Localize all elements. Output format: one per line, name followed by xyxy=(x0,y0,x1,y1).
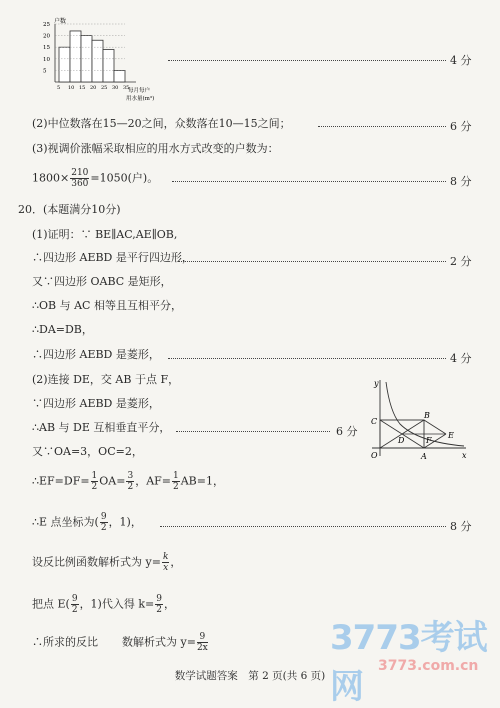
fraction-9-2-b: $\frac{9}{2}$ xyxy=(71,594,78,615)
score-q19-3: 8 分 xyxy=(450,175,472,188)
histogram-x-tick: 5 xyxy=(57,85,61,91)
q20-line15 xyxy=(32,632,209,653)
q20-line11 xyxy=(32,471,224,492)
q20-line14-mid: ，1)代入得 k= xyxy=(79,597,155,611)
label-F: F xyxy=(426,436,432,445)
score-q19-2: 6 分 xyxy=(450,120,472,133)
q20-line4: ∴OB 与 AC 相等且互相平分， xyxy=(32,299,182,312)
histogram-x-label-1: 每月每户 xyxy=(128,88,151,94)
q20-line14-pre: 把点 E( xyxy=(32,597,70,611)
histogram-y-tick: 15 xyxy=(43,45,50,52)
fraction-k-x: $\frac{k}{x}$ xyxy=(162,552,169,573)
histogram-bar xyxy=(114,70,125,82)
q20-line3: 又∵四边形 OABC 是矩形， xyxy=(32,275,172,288)
q20-line13-pre: 设反比例函数解析式为 y= xyxy=(32,555,161,569)
score-q20-a: 2 分 xyxy=(450,255,472,268)
histogram-x-tick: 20 xyxy=(90,85,97,91)
histogram-bar xyxy=(70,31,81,82)
segment-BE xyxy=(424,420,446,434)
fraction-9-2: $\frac{9}{2}$ xyxy=(100,512,107,533)
dotted-leader xyxy=(318,126,446,127)
label-B: B xyxy=(424,411,430,420)
score-q19-1: 4 分 xyxy=(450,54,472,67)
fraction-1-2-b: $\frac{1}{2}$ xyxy=(173,471,179,492)
q19-calc-post: =1050(户)。 xyxy=(90,171,159,185)
score-q20-c: 6 分 xyxy=(336,425,358,438)
histogram-bar xyxy=(92,40,103,82)
label-C: C xyxy=(371,417,378,426)
fraction-9-2x: $\frac{9}{2x}$ xyxy=(196,632,208,653)
q20-line11-post: AB=1， xyxy=(180,474,224,488)
label-E: E xyxy=(448,431,454,440)
label-O: O xyxy=(371,451,378,460)
coordinate-diagram xyxy=(366,376,470,466)
fraction-1-2: $\frac{1}{2}$ xyxy=(91,471,98,492)
watermark-title: 3773考试网 xyxy=(330,618,487,707)
q19-calc xyxy=(32,168,158,189)
label-x: x xyxy=(462,451,467,460)
q20-line6: ∴四边形 AEBD 是菱形， xyxy=(32,348,160,361)
q20-line8: ∵四边形 AEBD 是菱形， xyxy=(32,397,160,410)
q20-line10: 又∵OA=3，OC=2， xyxy=(32,445,143,458)
histogram-bar xyxy=(59,47,70,82)
q19-part3: (3)视调价涨幅采取相应的用水方式改变的户数为： xyxy=(32,142,279,155)
dotted-leader xyxy=(176,431,330,432)
q20-line12 xyxy=(32,512,142,533)
q19-calc-pre: 1800× xyxy=(32,171,70,185)
fraction-3-2: $\frac{3}{2}$ xyxy=(127,471,134,492)
q20-line12-pre: ∴E 点坐标为( xyxy=(32,515,99,529)
q20-line7: (2)连接 DE，交 AB 于点 F， xyxy=(32,373,180,386)
q20-line13-post: ， xyxy=(170,555,182,569)
q20-line15-pre: ∴所求的反比 xyxy=(32,635,98,649)
q20-line12-post: ，1)， xyxy=(108,515,142,529)
histogram-chart xyxy=(40,14,160,106)
q20-line2: ∴四边形 AEBD 是平行四边形， xyxy=(32,251,193,264)
score-q20-d: 8 分 xyxy=(450,520,472,533)
fraction-9-2-c: $\frac{9}{2}$ xyxy=(156,594,162,615)
q20-line14 xyxy=(32,594,175,615)
dotted-leader xyxy=(168,358,446,359)
page-footer: 数学试题答案 第 2 页(共 6 页) xyxy=(174,670,326,682)
q20-line14-post: ， xyxy=(163,597,175,611)
q19-part2: (2)中位数落在15—20之间，众数落在10—15之间； xyxy=(32,117,291,130)
q20-line11-mid2: ，AF= xyxy=(135,474,171,488)
histogram-x-tick: 15 xyxy=(79,85,86,91)
histogram-y-tick: 25 xyxy=(43,22,50,28)
q20-line11-pre: ∴EF=DF= xyxy=(32,474,90,488)
label-D: D xyxy=(398,436,405,445)
q20-line11-mid: OA= xyxy=(99,474,126,488)
histogram-y-tick: 20 xyxy=(43,33,50,40)
histogram-x-tick: 25 xyxy=(101,85,108,91)
q20-line1: (1)证明：∵ BE∥AC,AE∥OB, xyxy=(32,228,178,241)
label-y: y xyxy=(374,379,379,388)
histogram-y-label: 户数 xyxy=(54,18,67,25)
dotted-leader xyxy=(160,526,446,527)
dotted-leader xyxy=(168,60,446,61)
q20-line15-mid: 数解析式为 y= xyxy=(122,635,196,649)
dotted-leader xyxy=(172,181,446,182)
histogram-x-label-2: 用水量(m³) xyxy=(126,96,155,102)
histogram-y-tick: 5 xyxy=(43,68,47,75)
q20-line5: ∴DA=DB， xyxy=(32,323,93,336)
q20-line9: ∴AB 与 DE 互相垂直平分， xyxy=(32,421,171,434)
label-A: A xyxy=(421,452,427,461)
histogram-x-tick: 35 xyxy=(123,85,130,91)
score-q20-b: 4 分 xyxy=(450,352,472,365)
dotted-leader xyxy=(178,261,446,262)
histogram-y-tick: 10 xyxy=(43,56,50,63)
histogram-bar xyxy=(103,50,114,82)
fraction-210-360: $\frac{210}{360}$ xyxy=(71,168,89,189)
q20-line13 xyxy=(32,552,181,573)
q20-header: 20．(本题满分10分) xyxy=(18,203,121,216)
histogram-x-tick: 10 xyxy=(68,85,75,91)
histogram-x-tick: 30 xyxy=(112,85,119,91)
watermark-url: 3773.com.cn xyxy=(378,658,479,674)
